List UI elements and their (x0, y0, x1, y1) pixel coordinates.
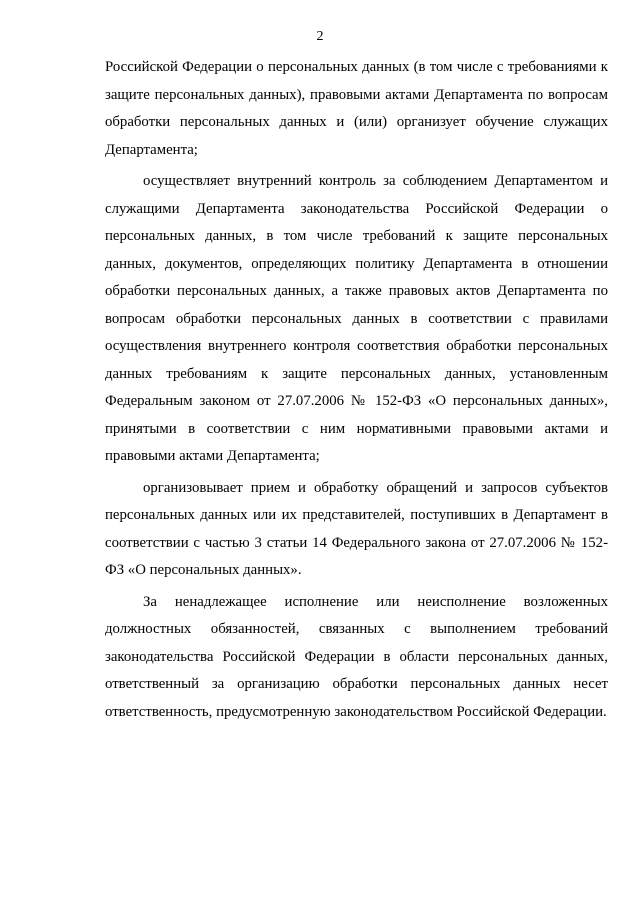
page-number: 2 (316, 29, 324, 44)
paragraph-internal-control: осуществляет внутренний контроль за соблюдением Департаментом и служащими Департамента законодательства Российской Федерации о персональных данных, в том числе требований к защите персональных данных, документов, определяющих политику Департамента в отношении обработки персональных данных, а также правовых актов Департамента по вопросам обработки персональных данных в соответствии с правилами осуществления внутреннего контроля соответствия обработки персональных данных требованиям к защите персональных данных, установленным Федеральным законом от 27.07.2006 № 152-ФЗ «О персональных данных», принятыми в соответствии с ним нормативными правовыми актами и правовыми актами Департамента; (105, 173, 608, 464)
paragraph-continuation: Российской Федерации о персональных данных (в том числе с требованиями к защите персональных данных), правовыми актами Департамента по вопросам обработки персональных данных и (или) организует обучение служащих Департамента; (105, 59, 608, 158)
paragraph-requests-processing: организовывает прием и обработку обращений и запросов субъектов персональных данных или их представителей, поступивших в Департамент в соответствии с частью 3 статьи 14 Федерального закона от 27.07.2006 № 152-ФЗ «О персональных данных». (105, 479, 608, 578)
document-body (105, 54, 608, 726)
paragraph-responsibility: За ненадлежащее исполнение или неисполнение возложенных должностных обязанностей, связанных с выполнением требований законодательства Российской Федерации в области персональных данных, ответственный за организацию обработки персональных данных несет ответственность, предусмотренную законодательством Российской Федерации. (105, 593, 608, 720)
